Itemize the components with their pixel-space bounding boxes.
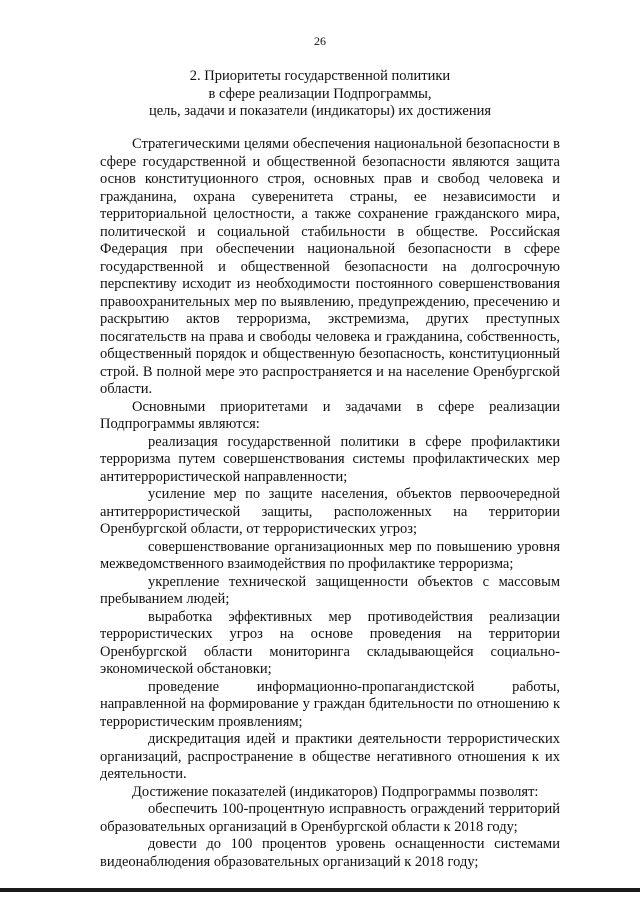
- list-item: довести до 100 процентов уровень оснащенности системами видеонаблюдения образовательных организаций к 2018 году;: [100, 836, 560, 870]
- heading-line: в сфере реализации Подпрограммы,: [208, 85, 432, 102]
- section-heading: [90, 68, 550, 121]
- list-item: реализация государственной политики в сфере профилактики терроризма путем совершенствования системы профилактических мер антитеррористической направленности;: [100, 433, 560, 485]
- list-item: укрепление технической защищенности объектов с массовым пребыванием людей;: [100, 573, 560, 607]
- list-item: проведение информационно-пропагандистской работы, направленной на формирование у граждан бдительности по отношению к террористическим проявлениям;: [100, 678, 560, 730]
- bottom-rule: [0, 888, 640, 892]
- paragraph: Основными приоритетами и задачами в сфере реализации Подпрограммы являются:: [100, 398, 560, 432]
- list-item: обеспечить 100-процентную исправность ограждений территорий образовательных организаций в Оренбургской области к 2018 году;: [100, 801, 560, 835]
- heading-line: 2. Приоритеты государственной политики: [189, 68, 451, 84]
- paragraph: Стратегическими целями обеспечения национальной безопасности в сфере государственной и общественной безопасности являются защита основ конституционного строя, основных прав и свобод человека и гражданина, охрана суверенитета страны, ее независимости и территориальной целостности, а также сохранение гражданского мира, политической и социальной стабильности в обществе. Российская Федерация при обеспечении национальной безопасности в сфере государственной и общественной безопасности на долгосрочную перспективу исходит из необходимости постоянного совершенствования правоохранительных мер по выявлению, предупреждению, пресечению и раскрытию актов терроризма, экстремизма, других преступных посягательств на права и свободы человека и гражданина, собственность, общественный порядок и общественную безопасность, конституционный строй. В полной мере это распространяется и на население Оренбургской области.: [100, 136, 560, 397]
- list-item: совершенствование организационных мер по повышению уровня межведомственного взаимодействия по профилактике терроризма;: [100, 538, 560, 572]
- list-item: выработка эффективных мер противодействия реализации террористических угроз на основе проведения на территории Оренбургской области мониторинга складывающейся социально-экономической обстановки;: [100, 608, 560, 677]
- paragraph: Достижение показателей (индикаторов) Подпрограммы позволят:: [132, 783, 539, 800]
- page-number: 26: [314, 34, 326, 48]
- list-item: дискредитация идей и практики деятельности террористических организаций, распространение в обществе негативного отношения к их деятельности.: [100, 731, 560, 782]
- heading-line: цель, задачи и показатели (индикаторы) их достижения: [148, 103, 492, 119]
- document-body: [100, 136, 560, 871]
- list-item: усиление мер по защите населения, объектов первоочередной антитеррористической защиты, расположенных на территории Оренбургской области, от террористических угроз;: [100, 486, 560, 537]
